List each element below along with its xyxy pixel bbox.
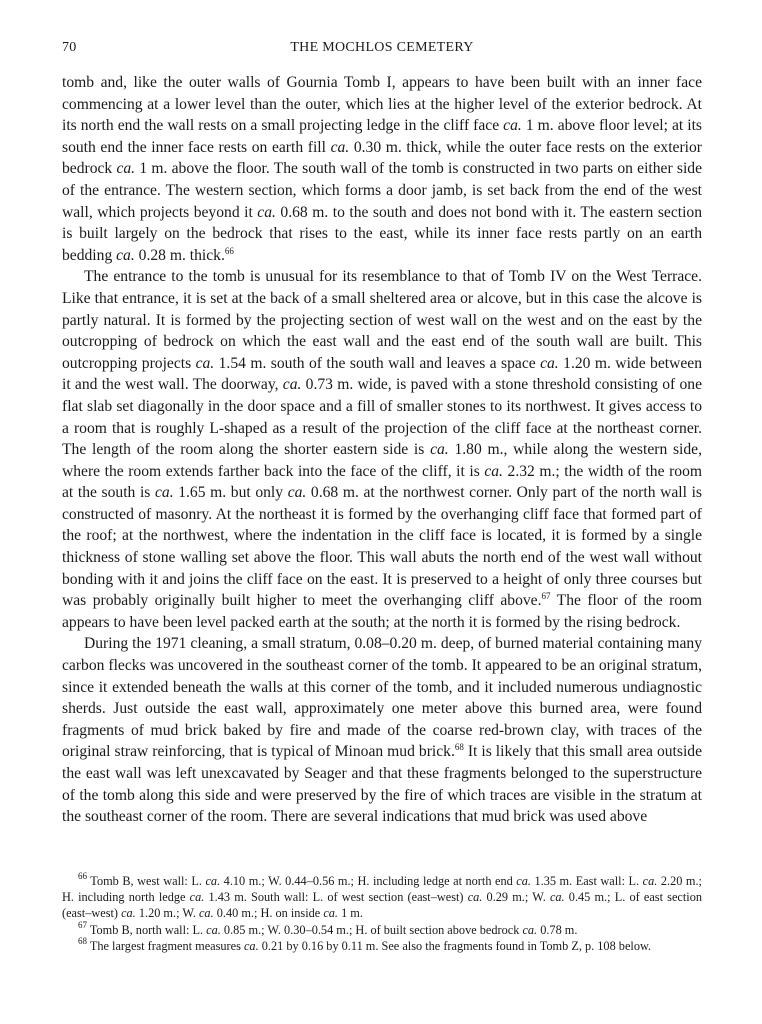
text-run: 0.30 m. thick, while the outer face rests on the exterior bedrock [62, 138, 702, 178]
italic-text: ca. [287, 484, 307, 502]
text-run: 1 m. above floor level; at its south end the inner face rests on earth fill [62, 117, 702, 156]
italic-text: ca. [189, 890, 205, 905]
italic-text: ca. [323, 906, 338, 921]
text-run: 2.20 m.; H. including north ledge [62, 874, 702, 905]
italic-text: ca. [330, 138, 350, 156]
italic-text: ca. [205, 874, 221, 888]
text-run: 1.35 m. East wall: L. [530, 874, 643, 888]
italic-text: ca. [540, 354, 559, 372]
text-run: The largest fragment measures [87, 938, 244, 953]
footnote-ref: 67 [541, 591, 551, 602]
footnote-ref: 66 [224, 245, 234, 256]
text-run: 1.80 m., while along the western side, where the room extends farther back into the face of the cliff, it is [62, 441, 703, 480]
text-run: 0.21 by 0.16 by 0.11 m. See also the fragments found in Tomb Z, p. 108 below. [258, 938, 652, 953]
italic-text: ca. [522, 922, 538, 937]
footnote-ref: 68 [78, 935, 87, 946]
text-run: 1.20 m. wide between it and the west wall. The doorway, [62, 354, 702, 394]
footnote [62, 873, 702, 922]
text-run: 0.28 m. thick. [134, 246, 225, 264]
footnote [62, 935, 702, 954]
paragraph [62, 633, 702, 827]
italic-text: ca. [121, 906, 136, 921]
text-run: During the 1971 cleaning, a small stratum, 0.08–0.20 m. deep, of burned material containing many carbon flecks was uncovered in the southeast corner of the tomb. It appeared to be an original stratum, since it extended beneath the walls at this corner of the tomb, and it included numerous undiagnostic sherds. Just outside the east wall, approximately one meter above this burned area, were found fragments of mud brick baked by fire and made of the coarse red-brown clay, with traces of the original straw reinforcing, that is typical of Minoan mud brick. [62, 635, 702, 761]
text-run: 1.20 m.; W. [135, 906, 199, 921]
footnotes [62, 873, 702, 954]
italic-text: ca. [503, 117, 522, 135]
text-run: 0.73 m. wide, is paved with a stone threshold consisting of one flat slab set diagonally in the door space and a fill of smaller stones to its northwest. It gives access to a room that is roughly L-shaped as a result of the projection of the cliff face at the northeast corner. The length of the room along the shorter eastern side is [62, 376, 702, 459]
paragraph [62, 72, 702, 266]
italic-text: ca. [516, 874, 531, 888]
text-run: Tomb B, north wall: L. [87, 922, 207, 937]
text-run: The entrance to the tomb is unusual for its resemblance to that of Tomb IV on the West Terrace. Like that entrance, it is set at the back of a small sheltered area or alcove, but in this case the alcove is partly natural. It is formed by the projecting section of west wall on the west and on the east by the outcropping of bedrock on which the east wall and the east end of the south wall are built. This outcropping projects [62, 268, 702, 372]
footnote-ref: 66 [78, 871, 87, 881]
italic-text: ca. [198, 906, 214, 921]
text-run: 1 m. [338, 906, 363, 921]
text-run: 1.65 m. but only [173, 484, 288, 502]
footnote-ref: 67 [78, 919, 87, 930]
paragraph [62, 266, 702, 633]
footnote [62, 919, 702, 938]
running-title: THE MOCHLOS CEMETERY [290, 40, 474, 55]
italic-text: ca. [549, 890, 565, 905]
italic-text: ca. [282, 376, 302, 394]
text-run: 0.68 m. at the northwest corner. Only part of the north wall is constructed of masonry. At the northeast it is formed by the overhanging cliff face that formed part of the roof; at the northwest, where the indentation in the cliff face is located, it is formed by a single thickness of stone walling set above the floor. This wall abuts the north end of the west wall without bonding with it and joins the cliff face on the east. It is preserved to a height of only three courses but was probably originally built higher to meet the overhanging cliff above. [62, 484, 702, 610]
text-run: 0.78 m. [537, 922, 578, 937]
italic-text: ca. [116, 160, 136, 178]
text-run: It is likely that this small area outside the east wall was left unexcavated by Seager and that these fragments belonged to the superstructure of the tomb along this side and were preserved by the fire of which traces are visible in the stratum at the southeast corner of the room. There are several indications that mud brick was used above [62, 743, 702, 826]
italic-text: ca. [257, 203, 276, 221]
italic-text: ca. [243, 938, 259, 953]
text-run: tomb and, like the outer walls of Gournia Tomb I, appears to have been built with an inner face commencing at a lower level than the outer, which lies at the higher level of the exterior bedrock. At its north end the wall rests on a small projecting ledge in the cliff face [62, 74, 702, 135]
text-run: 1.43 m. South wall: L. of west section (east–west) [204, 890, 468, 905]
text-run: 0.68 m. to the south and does not bond with it. The eastern section is built largely on the bedrock that rises to the east, while its inner face rests partly on an earth bedding [62, 203, 703, 264]
text-run: 0.85 m.; W. 0.30–0.54 m.; H. of built section above bedrock [220, 922, 523, 937]
italic-text: ca. [430, 441, 449, 459]
body-text [62, 72, 702, 828]
text-run: 0.45 m.; L. of east section (east–west) [62, 890, 702, 921]
text-run: 2.32 m.; the width of the room at the south is [62, 462, 702, 502]
italic-text: ca. [484, 462, 503, 480]
text-run: The floor of the room appears to have been level packed earth at the south; at the north it is formed by the rising bedrock. [62, 592, 702, 631]
italic-text: ca. [467, 890, 483, 905]
footnote-ref: 68 [454, 742, 464, 753]
text-run: 0.40 m.; H. on inside [213, 906, 324, 921]
text-run: 4.10 m.; W. 0.44–0.56 m.; H. including ledge at north end [220, 874, 517, 888]
page-number: 70 [62, 40, 77, 55]
italic-text: ca. [116, 246, 135, 264]
italic-text: ca. [154, 484, 174, 502]
italic-text: ca. [206, 922, 221, 937]
italic-text: ca. [642, 874, 658, 888]
text-run: 1.54 m. south of the south wall and leaves a space [214, 354, 541, 372]
text-run: 0.29 m.; W. [482, 890, 550, 905]
running-header [62, 40, 702, 60]
italic-text: ca. [195, 354, 215, 372]
text-run: 1 m. above the floor. The south wall of the tomb is constructed in two parts on either side of the entrance. The western section, which forms a door jamb, is set back from the end of the west wall, which projects beyond it [62, 160, 703, 221]
text-run: Tomb B, west wall: L. [87, 874, 206, 888]
